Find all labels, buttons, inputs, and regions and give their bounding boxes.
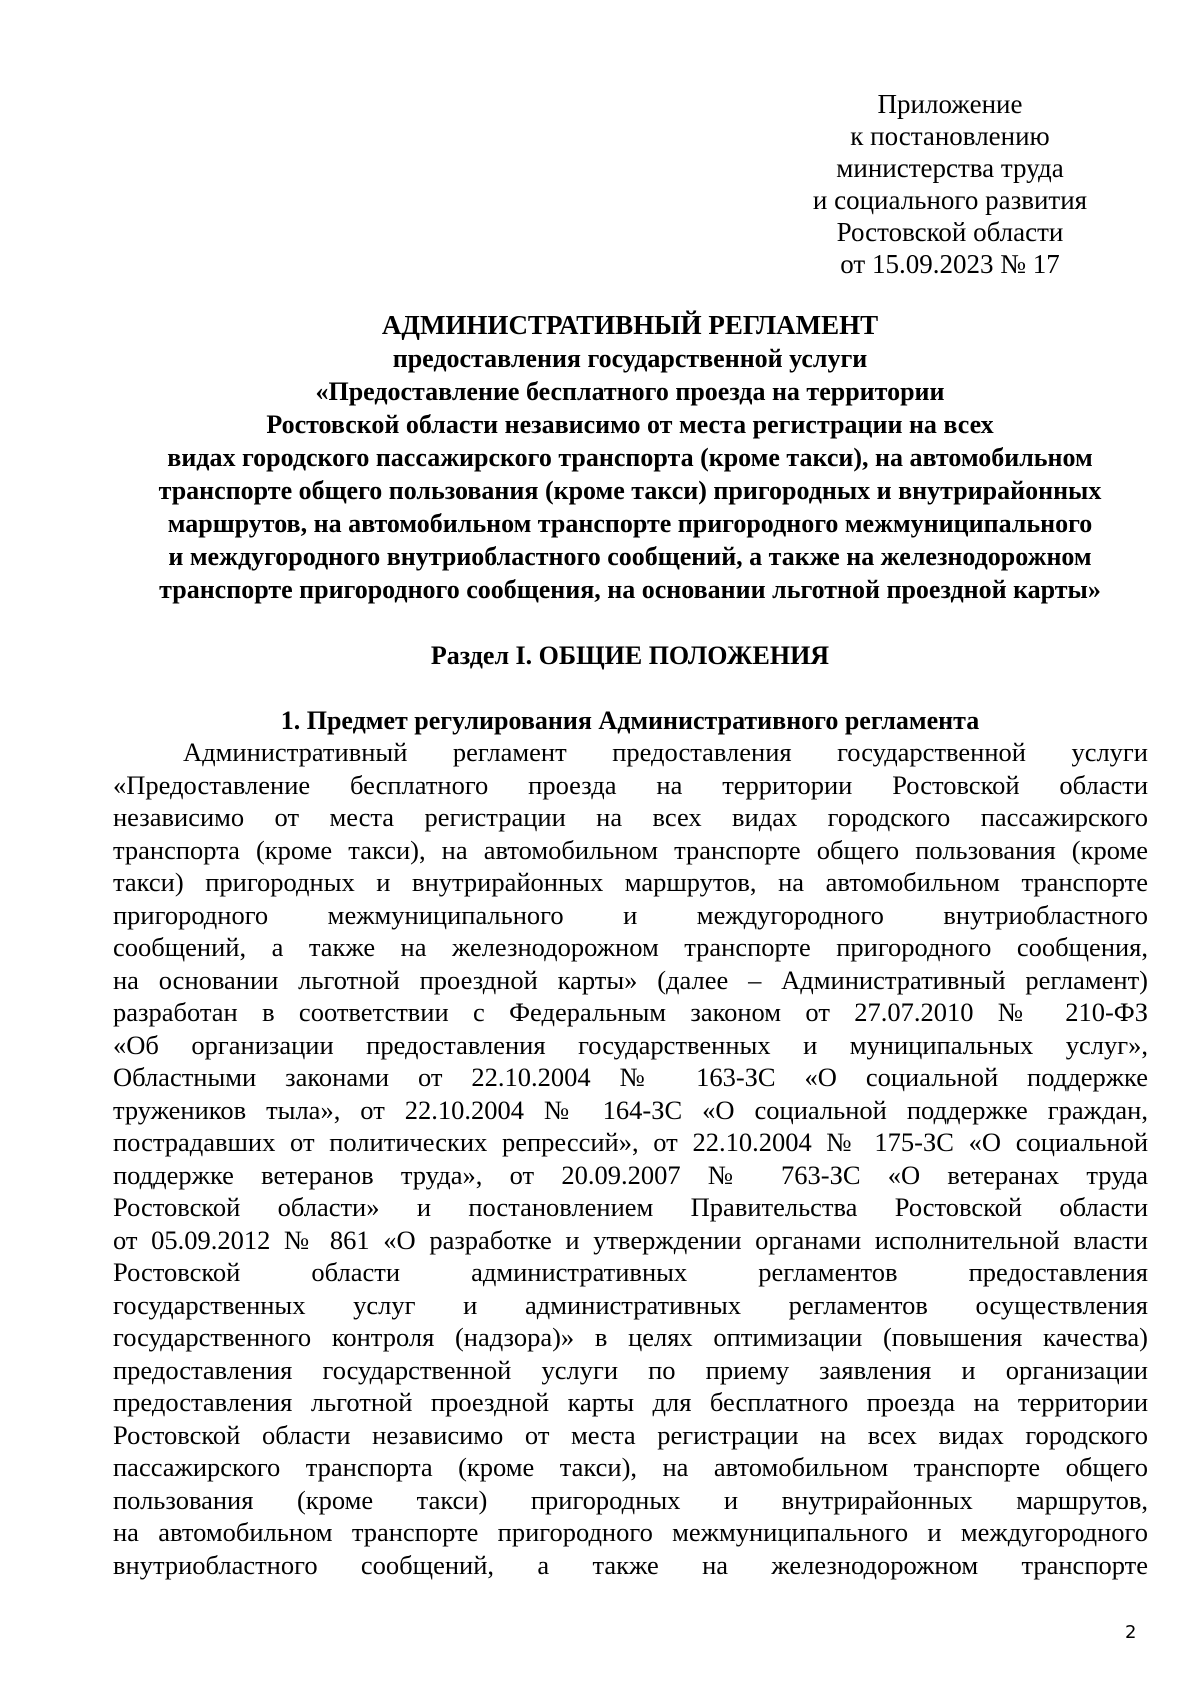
document-main-title: АДМИНИСТРАТИВНЫЙ РЕГЛАМЕНТ — [381, 310, 879, 340]
body-line: Ростовской области» и постановлением Правительства Ростовской области — [113, 1192, 1148, 1222]
body-line: государственного контроля (надзора)» в целях оптимизации (повышения качества) — [113, 1322, 1148, 1352]
body-line: Административный регламент предоставления государственной услуги — [183, 737, 1148, 767]
appendix-line: и социального развития — [812, 185, 1088, 215]
title-line: маршрутов, на автомобильном транспорте пригородного межмуниципального — [167, 509, 1093, 538]
body-line: «Об организации предоставления государственных и муниципальных услуг», — [113, 1029, 1148, 1060]
body-line: предоставления государственной услуги по приему заявления и организации — [113, 1354, 1148, 1385]
body-line: сообщений, а также на железнодорожном транспорте пригородного сообщения, — [113, 932, 1148, 962]
title-line: предоставления государственной услуги — [392, 344, 868, 373]
title-line: «Предоставление бесплатного проезда на территории — [315, 377, 945, 406]
body-line: «Предоставление бесплатного проезда на территории Ростовской области — [113, 769, 1148, 800]
body-line: такси) пригородных и внутрирайонных маршрутов, на автомобильном транспорте — [113, 867, 1148, 897]
body-line: на основании льготной проездной карты» (далее – Административный регламент) — [113, 964, 1148, 995]
subsection-heading: 1. Предмет регулирования Административного регламента — [280, 706, 980, 735]
body-line: поддержке ветеранов труда», от 20.09.2007 № 763-ЗС «О ветеранах труда — [113, 1159, 1148, 1190]
title-line: видах городского пассажирского транспорта (кроме такси), на автомобильном — [167, 443, 1093, 472]
appendix-line: Ростовской области — [836, 217, 1064, 247]
body-line: Ростовской области независимо от места регистрации на всех видах городского — [113, 1419, 1148, 1450]
document-title — [110, 309, 1150, 606]
title-line: транспорте общего пользования (кроме такси) пригородных и внутрирайонных — [158, 476, 1102, 505]
body-line: пострадавших от политических репрессий», от 22.10.2004 № 175-ЗС «О социальной — [113, 1127, 1148, 1157]
body-line: от 05.09.2012 № 861 «О разработке и утверждении органами исполнительной власти — [113, 1224, 1148, 1255]
page-number: 2 — [1125, 1622, 1137, 1643]
appendix-line: министерства труда — [836, 153, 1064, 183]
body-line: Областными законами от 22.10.2004 № 163-ЗС «О социальной поддержке — [113, 1062, 1148, 1092]
body-line: на автомобильном транспорте пригородного межмуниципального и междугородного — [113, 1517, 1148, 1547]
appendix-header — [760, 88, 1140, 280]
body-line: пассажирского транспорта (кроме такси), на автомобильном транспорте общего — [113, 1452, 1148, 1482]
section-heading: Раздел I. ОБЩИЕ ПОЛОЖЕНИЯ — [430, 641, 830, 670]
appendix-line: к постановлению — [850, 121, 1050, 151]
body-line: тружеников тыла», от 22.10.2004 № 164-ЗС «О социальной поддержке граждан, — [113, 1094, 1148, 1125]
body-paragraph — [113, 736, 1148, 1581]
title-line: транспорте пригородного сообщения, на основании льготной проездной карты» — [159, 575, 1101, 604]
title-line: Ростовской области независимо от места регистрации на всех — [266, 410, 994, 439]
body-line: пользования (кроме такси) пригородных и внутрирайонных маршрутов, — [113, 1484, 1148, 1515]
body-line: транспорта (кроме такси), на автомобильном транспорте общего пользования (кроме — [113, 834, 1148, 865]
title-line: и междугородного внутриобластного сообщений, а также на железнодорожном — [168, 542, 1092, 571]
appendix-line: от 15.09.2023 № 17 — [840, 249, 1060, 279]
body-line: пригородного межмуниципального и междугородного внутриобластного — [113, 899, 1148, 930]
body-line: государственных услуг и административных регламентов осуществления — [113, 1289, 1148, 1320]
body-line: внутриобластного сообщений, а также на железнодорожном транспорте — [113, 1549, 1148, 1580]
appendix-line: Приложение — [877, 89, 1023, 119]
body-line: независимо от места регистрации на всех видах городского пассажирского — [113, 802, 1148, 832]
body-line: предоставления льготной проездной карты для бесплатного проезда на территории — [113, 1387, 1148, 1417]
body-line: Ростовской области административных регламентов предоставления — [113, 1257, 1148, 1287]
body-line: разработан в соответствии с Федеральным законом от 27.07.2010 № 210-ФЗ — [113, 997, 1148, 1027]
